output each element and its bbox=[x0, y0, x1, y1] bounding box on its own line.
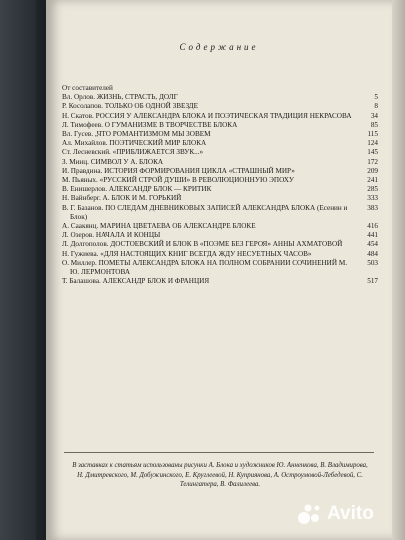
toc-entry-page: 209 bbox=[367, 166, 378, 175]
toc-row bbox=[62, 176, 378, 185]
toc-row bbox=[62, 130, 378, 139]
toc-row bbox=[62, 250, 378, 259]
toc-row bbox=[62, 139, 378, 148]
avito-logo-icon bbox=[296, 501, 322, 527]
toc-row bbox=[62, 194, 378, 203]
toc-entry-page: 241 bbox=[367, 176, 378, 185]
toc-entry-page: 484 bbox=[367, 249, 378, 258]
toc-entry-page: 333 bbox=[367, 194, 378, 203]
toc-entry-title: Н. Вайнберг. А. БЛОК И М. ГОРЬКИЙ bbox=[62, 194, 182, 203]
toc-entry-title: З. Минц. СИМВОЛ У А. БЛОКА bbox=[62, 157, 164, 166]
toc-entry-title: Л. Долгополов. ДОСТОЕВСКИЙ И БЛОК В «ПОЭМЕ БЕЗ ГЕРОЯ» АННЫ АХМАТОВОЙ bbox=[62, 240, 343, 249]
divider-line bbox=[64, 452, 374, 453]
toc-row bbox=[62, 148, 378, 157]
toc-entry-title: В. Г. Базанов. ПО СЛЕДАМ ДНЕВНИКОВЫХ ЗАПИСЕЙ АЛЕКСАНДРА БЛОКА (Есенин и Блок) bbox=[62, 203, 348, 221]
toc-entry-title: И. Правдина. ИСТОРИЯ ФОРМИРОВАНИЯ ЦИКЛА «СТРАШНЫЙ МИР» bbox=[62, 166, 295, 175]
toc-entry-title: Л. Тимофеев. О ГУМАНИЗМЕ В ТВОРЧЕСТВЕ БЛОКА bbox=[62, 120, 238, 129]
toc-entry-page: 8 bbox=[374, 102, 378, 111]
toc-entry-page: 115 bbox=[367, 130, 378, 139]
toc-entry-page: 285 bbox=[367, 185, 378, 194]
illustrations-note: В заставках к статьям использованы рисунки А. Блока и художников Ю. Анненкова, В. Владимирова, Н. Дмитревского, М. Добужинского, Е. Круглеевой, Н. Куприянова, А. Остроумовой-Лебедевой, С. Телингатера, В. Фалилеева. bbox=[72, 462, 368, 488]
toc-row bbox=[62, 259, 378, 277]
toc-entry-page: 5 bbox=[374, 93, 378, 102]
toc-entry-page: 503 bbox=[367, 258, 378, 267]
toc-entry-page: 454 bbox=[367, 240, 378, 249]
toc-entry-page: 85 bbox=[370, 120, 378, 129]
toc-row bbox=[62, 222, 378, 231]
toc-entry-title: От составителей bbox=[62, 84, 113, 92]
toc-row bbox=[62, 121, 378, 130]
avito-watermark bbox=[296, 500, 396, 528]
toc-row bbox=[62, 158, 378, 167]
toc-entry-page: 124 bbox=[367, 139, 378, 148]
toc-entry-title: В. Енишерлов. АЛЕКСАНДР БЛОК — КРИТИК bbox=[62, 185, 212, 194]
toc-row bbox=[62, 84, 378, 93]
toc-entry-title: А. Саакянц. МАРИНА ЦВЕТАЕВА ОБ АЛЕКСАНДРЕ БЛОКЕ bbox=[62, 222, 256, 231]
toc-entry-title: Ст. Лесневский. «ПРИБЛИЖАЕТСЯ ЗВУК...» bbox=[62, 148, 204, 157]
toc-entry-page: 34 bbox=[370, 111, 378, 120]
book-page bbox=[46, 0, 392, 540]
toc-row bbox=[62, 240, 378, 249]
table-of-contents bbox=[62, 84, 378, 286]
page-stack-edge bbox=[392, 0, 405, 540]
toc-entry-title: О. Миллер. ПОМЕТЫ АЛЕКСАНДРА БЛОКА НА ПОЛНОМ СОБРАНИИ СОЧИНЕНИЙ М. Ю. ЛЕРМОНТОВА bbox=[62, 258, 348, 277]
toc-entry-title: Р. Косолапов. ТОЛЬКО ОБ ОДНОЙ ЗВЕЗДЕ bbox=[62, 102, 198, 111]
avito-watermark-text: Avito bbox=[327, 503, 374, 524]
toc-entry-page: 172 bbox=[367, 157, 378, 166]
toc-entry-page: 416 bbox=[367, 222, 378, 231]
toc-entry-title: Л. Озеров. НАЧАЛА И КОНЦЫ bbox=[62, 231, 161, 240]
toc-entry-title: М. Пьяных. «РУССКИЙ СТРОЙ ДУШИ» В РЕВОЛЮЦИОННУЮ ЭПОХУ bbox=[62, 176, 294, 185]
toc-entry-title: Н. Скатов. РОССИЯ У АЛЕКСАНДРА БЛОКА И ПОЭТИЧЕСКАЯ ТРАДИЦИЯ НЕКРАСОВА bbox=[62, 111, 352, 120]
toc-entry-page: 517 bbox=[367, 277, 378, 286]
toc-row bbox=[62, 112, 378, 121]
toc-entry-title: Т. Балашова. АЛЕКСАНДР БЛОК И ФРАНЦИЯ bbox=[62, 277, 210, 286]
toc-entry-title: Н. Гужиева. «ДЛЯ НАСТОЯЩИХ КНИГ ВСЕГДА ЖДУ НЕСУЕТНЫХ ЧАСОВ» bbox=[62, 249, 312, 258]
toc-entry-page: 441 bbox=[367, 231, 378, 240]
page-heading: Содержание bbox=[179, 42, 259, 52]
toc-row bbox=[62, 102, 378, 111]
toc-entry-page: 145 bbox=[367, 148, 378, 157]
toc-row bbox=[62, 167, 378, 176]
toc-entry-page: 383 bbox=[367, 203, 378, 212]
toc-entry-title: Вл. Гусев. „ЧТО РОМАНТИЗМОМ МЫ ЗОВЕМ bbox=[62, 130, 211, 139]
toc-row bbox=[62, 277, 378, 286]
toc-row bbox=[62, 204, 378, 222]
toc-entry-title: Ал. Михайлов. ПОЭТИЧЕСКИЙ МИР БЛОКА bbox=[62, 139, 207, 148]
toc-entry-title: Вл. Орлов. ЖИЗНЬ, СТРАСТЬ, ДОЛГ bbox=[62, 93, 178, 102]
